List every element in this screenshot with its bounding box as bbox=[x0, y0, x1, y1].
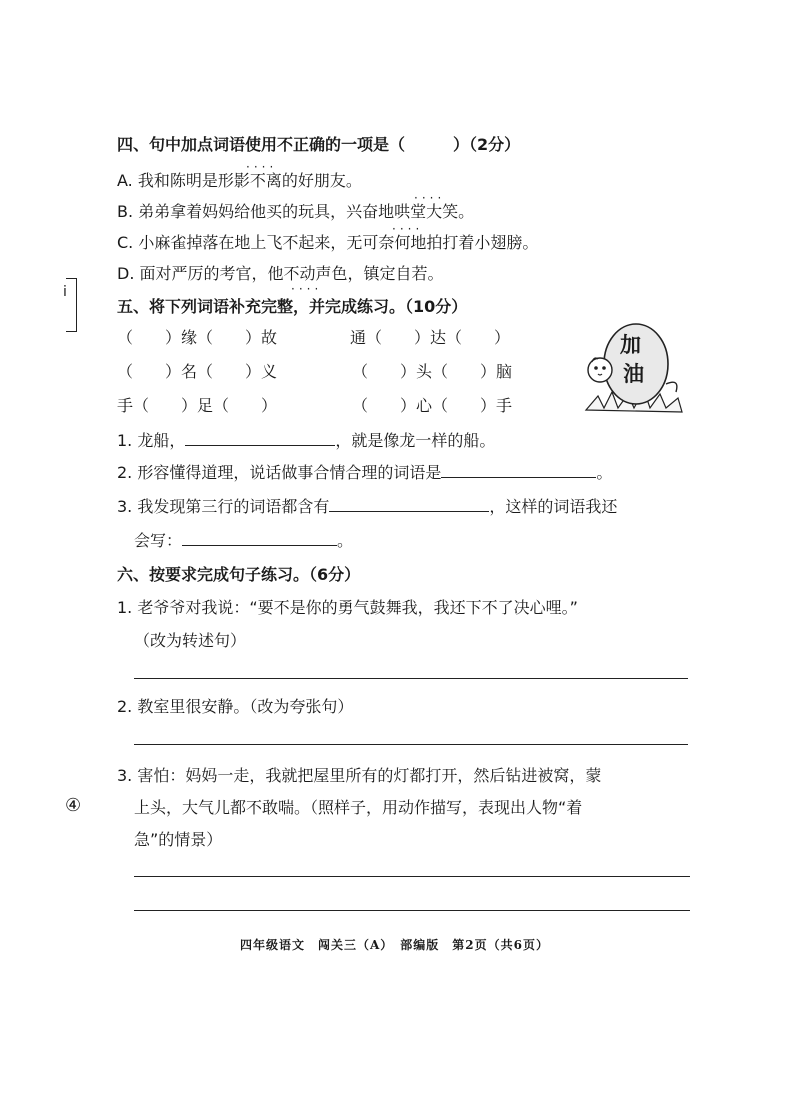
section6-question-3-line-1: 3. 害怕：妈妈一走，我就把屋里所有的灯都打开，然后钻进被窝，蒙 bbox=[117, 766, 602, 785]
section4-option-d: D. 面对严厉的考官，他不动声色，镇定自若。 bbox=[117, 264, 444, 283]
section4-option-b: B. 弟弟拿着妈妈给他买的玩具，兴奋地哄堂大笑。 bbox=[117, 202, 475, 221]
section6-question-3-line-3: 急”的情景） bbox=[134, 830, 223, 849]
page-circle-number: ④ bbox=[65, 795, 82, 816]
sticker-text-1: 加 bbox=[620, 333, 641, 357]
section5-title: 五、将下列词语补充完整，并完成练习。（10分） bbox=[117, 297, 468, 316]
section6-question-3-line-2: 上头，大气儿都不敢喘。（照样子，用动作描写，表现出人物“着 bbox=[134, 798, 583, 817]
answer-blank[interactable] bbox=[329, 497, 489, 512]
section6-question-2: 2. 教室里很安静。（改为夸张句） bbox=[117, 697, 354, 716]
word-fill-row1-right: 通（ ）达（ ） bbox=[350, 328, 511, 347]
emphasis-dots: ···· bbox=[246, 160, 278, 174]
section4-option-c: C. 小麻雀掉落在地上飞不起来，无可奈何地拍打着小翅膀。 bbox=[117, 233, 539, 252]
section6-title: 六、按要求完成句子练习。（6分） bbox=[117, 565, 361, 584]
binding-bracket bbox=[66, 278, 77, 332]
binding-mark: i bbox=[63, 284, 67, 300]
word-fill-row3-right: （ ）心（ ）手 bbox=[352, 396, 513, 415]
answer-line[interactable] bbox=[134, 910, 690, 911]
section4-title: 四、句中加点词语使用不正确的一项是（ ）（2分） bbox=[117, 135, 521, 154]
word-fill-row1-left: （ ）缘（ ）故 bbox=[117, 328, 278, 347]
page-footer: 四年级语文 闯关三（A） 部编版 第2页（共6页） bbox=[240, 938, 550, 952]
emphasis-dots: ···· bbox=[291, 282, 323, 296]
answer-blank[interactable] bbox=[441, 463, 596, 478]
answer-blank[interactable] bbox=[182, 531, 337, 546]
section6-question-1-requirement: （改为转述句） bbox=[134, 631, 247, 650]
section5-question-1: 1. 龙船， ，就是像龙一样的船。 bbox=[117, 431, 496, 450]
section6-question-1: 1. 老爷爷对我说：“要不是你的勇气鼓舞我，我还下不了决心哩。” bbox=[117, 598, 578, 617]
word-fill-row3-left: 手（ ）足（ ） bbox=[117, 396, 278, 415]
section5-question-2: 2. 形容懂得道理，说话做事合情合理的词语是 。 bbox=[117, 463, 613, 482]
answer-blank[interactable] bbox=[185, 431, 335, 446]
word-fill-row2-right: （ ）头（ ）脑 bbox=[352, 362, 513, 381]
word-fill-row2-left: （ ）名（ ）义 bbox=[117, 362, 278, 381]
section5-question-3-continued: 会写： 。 bbox=[134, 531, 354, 550]
emphasis-dots: ···· bbox=[392, 222, 424, 236]
answer-line[interactable] bbox=[134, 744, 688, 745]
answer-line[interactable] bbox=[134, 678, 688, 679]
sticker-text-2: 油 bbox=[623, 362, 644, 386]
emphasis-dots: ···· bbox=[414, 191, 446, 205]
section4-option-a: A. 我和陈明是形影不离的好朋友。 bbox=[117, 171, 362, 190]
answer-line[interactable] bbox=[134, 876, 690, 877]
section5-question-3: 3. 我发现第三行的词语都含有 ，这样的词语我还 bbox=[117, 497, 618, 516]
cheer-sticker bbox=[578, 318, 688, 418]
